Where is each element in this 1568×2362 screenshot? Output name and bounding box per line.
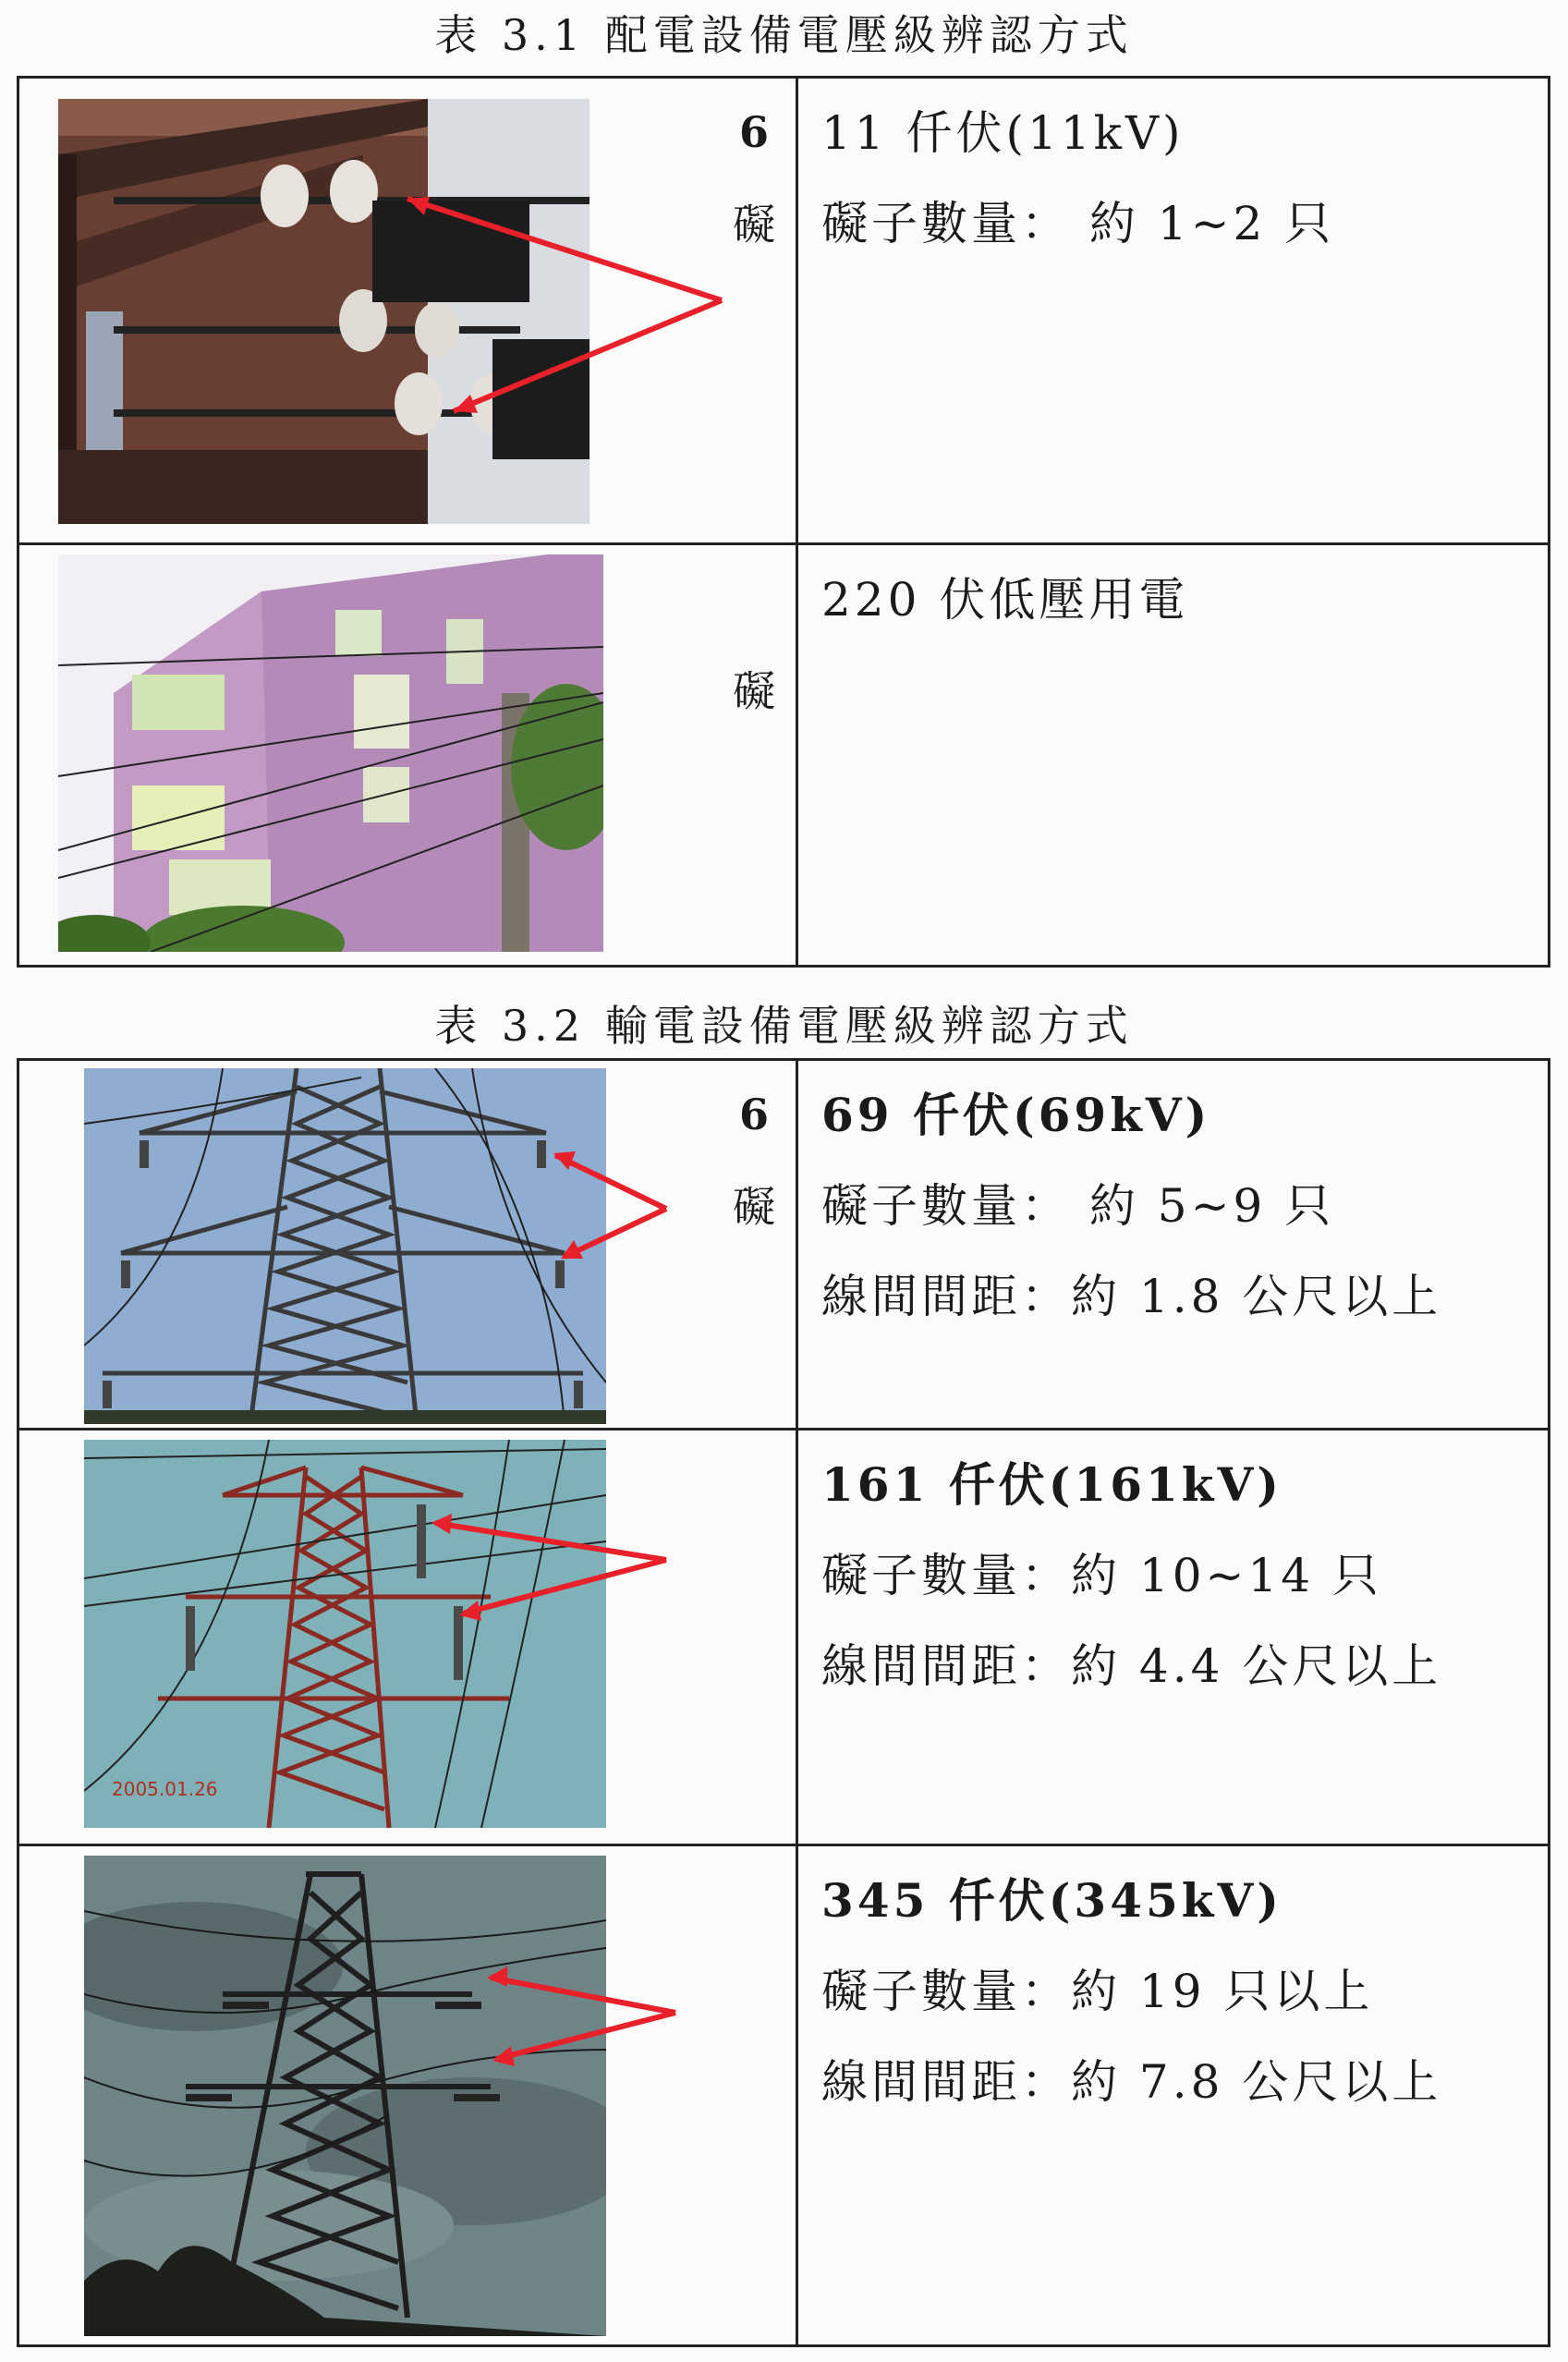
red-arrow-icon	[463, 1957, 694, 2087]
tower-photo-69kv	[84, 1068, 606, 1424]
table-3-1	[17, 76, 1550, 968]
table-row	[19, 1846, 1548, 2350]
table-row	[19, 79, 1548, 545]
description-161kv: 161 仟伏(161kV) 礙子數量：約 10~14 只 線間間距：約 4.4 公尺以上	[821, 1457, 1442, 1693]
table-3-1-caption: 表 3.1 配電設備電壓級辨認方式	[434, 10, 1134, 60]
table-3-2-caption: 表 3.2 輸電設備電壓級辨認方式	[434, 1001, 1134, 1051]
tower-photo-345kv	[84, 1856, 606, 2336]
table-row	[19, 1431, 1548, 1846]
description-220v: 220 伏低壓用電	[821, 573, 1189, 627]
side-number: 6	[738, 107, 769, 157]
red-arrow-icon	[389, 1504, 685, 1689]
red-arrow-icon	[389, 189, 740, 448]
description-11kv: 11 仟伏(11kV) 礙子數量： 約 1~2 只	[821, 106, 1335, 250]
side-number: 6	[738, 1090, 769, 1139]
side-char: 礙	[733, 666, 775, 716]
red-arrow-icon	[537, 1135, 685, 1283]
table-row	[19, 1061, 1548, 1431]
description-345kv: 345 仟伏(345kV) 礙子數量：約 19 只以上 線間間距：約 7.8 公尺以上	[821, 1873, 1442, 2109]
side-char: 礙	[733, 200, 775, 250]
building-photo-220v	[58, 554, 603, 952]
table-3-2	[17, 1058, 1550, 2347]
description-69kv: 69 仟伏(69kV) 礙子數量： 約 5~9 只 線間間距：約 1.8 公尺以上	[821, 1088, 1442, 1323]
table-row	[19, 545, 1548, 966]
side-char: 礙	[733, 1182, 775, 1232]
photo-date-stamp: 2005.01.26	[112, 1778, 218, 1800]
